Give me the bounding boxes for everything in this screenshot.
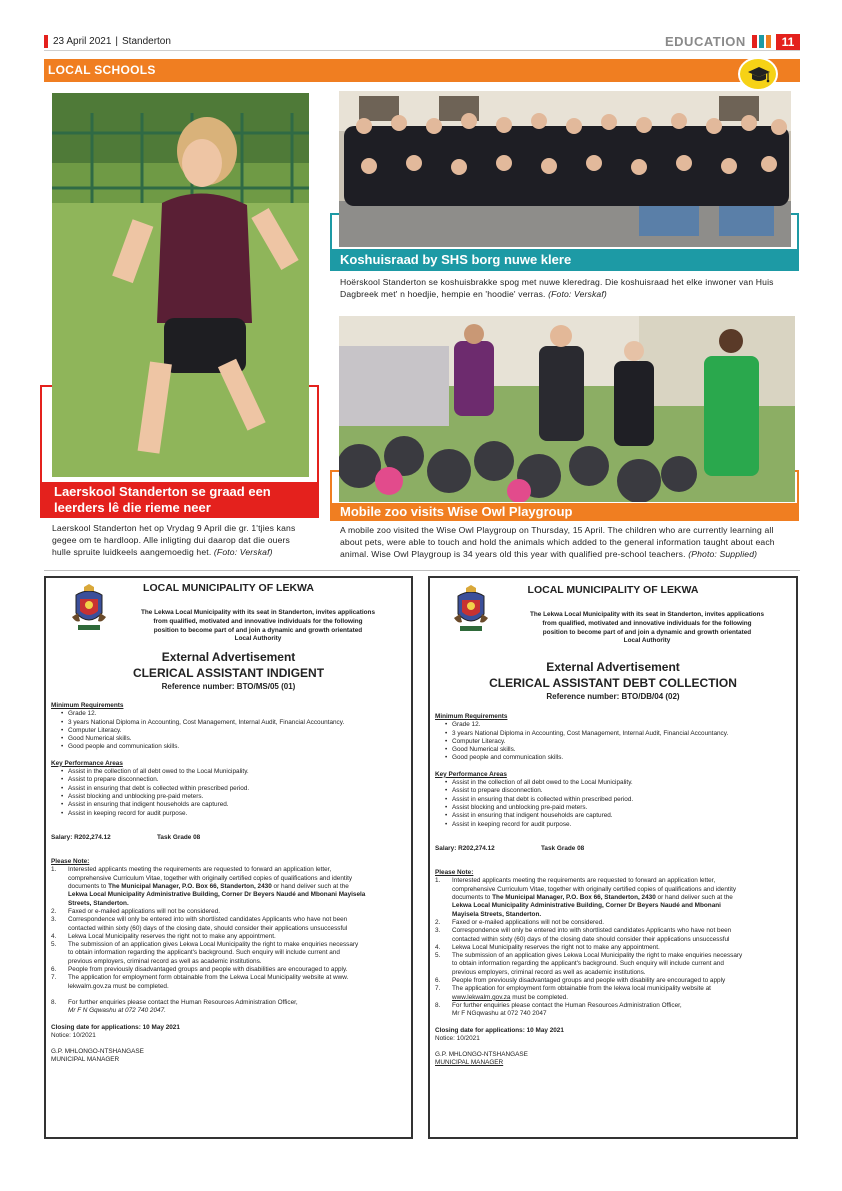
header-rule: [44, 50, 800, 51]
ad-reference-number: Reference number: BTO/DB/04 (02): [546, 692, 680, 701]
closing-date: Closing date for applications: 10 May 2021: [435, 1026, 564, 1034]
dateline-separator: |: [115, 36, 118, 47]
list-item: • Assist in ensuring that indigent households are captured.: [445, 812, 790, 820]
caption-koshuis: [340, 276, 794, 300]
note-item: 7. The application for employment form obtainable from the Lekwa Local Municipality website at www. lekwalm.gov.za must be completed.: [51, 974, 349, 990]
list-item: • Computer Literacy.: [445, 738, 790, 746]
ad-intro-line3: position to become part of and join a dynamic and growth orientated: [542, 628, 752, 636]
note-item: 5. The submission of an application gives Lekwa Local Municipality the right to make enquiries necessary to obtain information regarding the applicant's background. Such enquiry will include current and previous employers, criminal record as well as academic institutions.: [435, 952, 743, 976]
note-item: 3. Correspondence will only be entered into with shortlisted candidates Applicants who have not been contacted within sixty (60) days of the closing date, should consider their applications unsuccessful: [51, 916, 348, 932]
headline-zoo: Mobile zoo visits Wise Owl Playgroup: [330, 503, 799, 521]
headline-laerskool-line2: leerders lê die rieme neer: [54, 500, 211, 515]
note-item: 4. Lekwa Local Municipality reserves the right not to make any appointment.: [51, 932, 276, 940]
section-name: EDUCATION: [665, 34, 746, 49]
kpa-list: [51, 768, 405, 818]
list-item: • 3 years National Diploma in Accounting, Cost Management, Internal Audit, Financial Accountancy.: [445, 730, 790, 738]
caption-laerskool-line3: hulle spruite luidkeels aangemoedig het.: [52, 547, 212, 557]
list-item: • Assist in the collection of all debt owed to the Local Municipality.: [61, 768, 405, 776]
caption-koshuis-line2: Dagbreek met' n hoedjie, hempie en 'hoodie' verras.: [340, 289, 546, 299]
salary: Salary: R202,274.12: [51, 833, 111, 841]
kpa-list: [435, 779, 790, 829]
website-link[interactable]: www.lekwalm.gov.za: [452, 993, 511, 1001]
ad-intro-line2: from qualified, motivated and innovative individuals for the following: [542, 619, 752, 627]
ad-external-heading: External Advertisement: [161, 650, 296, 664]
photo-mobile-zoo: [339, 316, 795, 502]
notice-number: Notice: 10/2021: [51, 1031, 96, 1039]
headline-koshuis: Koshuisraad by SHS borg nuwe klere: [330, 249, 799, 271]
list-item: • 3 years National Diploma in Accounting, Cost Management, Internal Audit, Financial Accountancy.: [61, 719, 405, 727]
ad-intro-line1: The Lekwa Local Municipality with its seat in Standerton, invites applications: [529, 611, 764, 618]
list-item: • Assist to prepare disconnection.: [61, 776, 405, 784]
note-item: 4. Lekwa Local Municipality reserves the right not to make any appointment.: [435, 943, 660, 951]
chip-teal: [759, 35, 764, 48]
min-req-heading: Minimum Requirements: [51, 702, 124, 709]
ad-intro-line1: The Lekwa Local Municipality with its seat in Standerton, invites applications: [140, 609, 375, 616]
kpa-heading: Key Performance Areas: [51, 759, 123, 767]
kpa-heading: Key Performance Areas: [435, 770, 507, 778]
caption-zoo-line1: A mobile zoo visited the Wise Owl Playgroup on Thursday, 15 April. The children who are currently learning all: [340, 525, 774, 535]
list-item: • Good Numerical skills.: [61, 735, 405, 743]
list-item: • Assist blocking and unblocking pre-paid meters.: [445, 804, 790, 812]
list-item: • Assist in keeping record for audit purpose.: [61, 810, 405, 818]
note-item: 1. Interested applicants meeting the requirements are requested to forward an application letter, comprehensive Curriculum Vitae, together with originally certified copies of qualifications and identity documents to The Municipal Manager, P.O. Box 66, Standerton, 2430 or hand deliver such at the Lekwa Local Municipality Administrative Building, Corner Dr Beyers Naudé and Mbonani Mayisela Streets, Standerton.: [51, 866, 366, 907]
municipal-crest-icon: [452, 584, 490, 634]
closing-date: Closing date for applications: 10 May 2021: [51, 1023, 180, 1031]
page-number: 11: [776, 34, 800, 50]
note-item: 8. For further enquiries please contact the Human Resources Administration Officer, Mr F N Gqwashu at 072 740 2047.: [51, 998, 298, 1015]
section-divider: [44, 570, 800, 571]
min-req-list: [51, 710, 405, 751]
note-item: 6. People from previously disadvantaged groups and people with disability are encouraged to apply: [435, 977, 726, 985]
note-item: 2. Faxed or e-mailed applications will not be considered.: [51, 907, 221, 915]
note-item: 6. People from previously disadvantaged groups and people with disabilities are encouraged to apply.: [51, 966, 348, 974]
caption-zoo: [340, 524, 796, 560]
ad-intro-line4: Local Authority: [234, 635, 282, 643]
graduation-cap-icon: [738, 57, 778, 91]
note-item: 7. The application for employment form obtainable from the lekwa local municipality website at www.lekwalm.gov.za must be completed.: [435, 985, 711, 1001]
ad-body: [51, 702, 405, 1065]
headline-laerskool: [40, 482, 319, 518]
ad-intro-line3: position to become part of and join a dynamic and growth orientated: [153, 626, 363, 634]
caption-koshuis-line1: Hoërskool Standerton se koshuisbrakke spog met nuwe kleredrag. Die koshuisraad het elke inwoner van Huis: [340, 277, 774, 287]
min-req-list: [435, 721, 790, 762]
signatory-name: G.P. MHLONGO-NTSHANGASE: [51, 1048, 144, 1056]
caption-laerskool-line1: Laerskool Standerton het op Vrydag 9 April die gr. 1'tjies kans: [52, 523, 296, 533]
ad-position-title: CLERICAL ASSISTANT INDIGENT: [132, 666, 325, 680]
ad-municipality-title: LOCAL MUNICIPALITY OF LEKWA: [527, 584, 699, 596]
ad-intro-line2: from qualified, motivated and innovative individuals for the following: [153, 617, 363, 625]
list-item: • Grade 12.: [61, 710, 405, 718]
section-color-chips: [752, 35, 771, 48]
photo-running-girl: [52, 93, 309, 477]
caption-laerskool: [52, 522, 314, 558]
list-item: • Assist in keeping record for audit purpose.: [445, 821, 790, 829]
list-item: • Good people and communication skills.: [445, 754, 790, 762]
caption-laerskool-line2: gegee om te hardloop. Alle inligting dui daarop dat die ouers: [52, 535, 290, 545]
list-item: • Assist in ensuring that indigent households are captured.: [61, 801, 405, 809]
note-item: 5. The submission of an application gives Lekwa Local Municipality the right to make enquiries necessary to obtain information regarding the applicant's background. Such enquiry will include current and previous employers, criminal record as well as academic institutions.: [51, 941, 359, 965]
list-item: • Good Numerical skills.: [445, 746, 790, 754]
caption-koshuis-credit: (Foto: Verskaf): [548, 289, 607, 299]
signatory-title: MUNICIPAL MANAGER: [51, 1056, 120, 1064]
list-item: • Assist in ensuring that debt is collected within prescribed period.: [61, 785, 405, 793]
list-item: • Computer Literacy.: [61, 727, 405, 735]
advert-clerical-assistant-debt-collection: [428, 576, 798, 1139]
notes-list: [51, 866, 405, 1015]
caption-zoo-credit: (Photo: Supplied): [688, 549, 758, 559]
list-item: • Assist blocking and unblocking pre-paid meters.: [61, 793, 405, 801]
header-dateline: [53, 35, 171, 48]
advert-clerical-assistant-indigent: [44, 576, 413, 1139]
ad-external-heading: External Advertisement: [546, 660, 680, 674]
notice-number: Notice: 10/2021: [435, 1034, 480, 1042]
municipal-crest-icon: [70, 583, 108, 633]
note-item: 1. Interested applicants meeting the requirements are requested to forward an application letter, comprehensive Curriculum Vitae, together with originally certified copies of qualifications and identity documents to The Municipal Manager, P.O. Box 66, Standerton, 2430 or hand deliver such at the Lekwa Local Municipality Administrative Building, Corner Dr Beyers Naudé and Mbonani Mayisela Streets, Standerton.: [435, 877, 737, 918]
headline-laerskool-line1: Laerskool Standerton se graad een: [54, 484, 271, 499]
signatory-title: MUNICIPAL MANAGER: [435, 1059, 504, 1067]
ad-body: [435, 713, 790, 1068]
ad-intro-line4: Local Authority: [623, 637, 671, 645]
ad-municipality-title: LOCAL MUNICIPALITY OF LEKWA: [143, 582, 314, 594]
please-note-heading: Please Note:: [435, 869, 474, 877]
header-accent-bar: [44, 35, 48, 48]
note-item: 8. For further enquiries please contact the Human Resources Administration Officer, Mr F NGqwashu at 072 740 2047: [435, 1001, 682, 1018]
salary-line: [435, 845, 790, 853]
ad-intro: [516, 611, 778, 646]
note-item: 2. Faxed or e-mailed applications will not be considered.: [435, 918, 605, 926]
salary-line: [51, 834, 405, 842]
issue-town: Standerton: [122, 36, 171, 47]
section-banner: [44, 59, 800, 82]
ad-intro: [128, 609, 388, 644]
issue-date: 23 April 2021: [53, 36, 112, 47]
banner-title: LOCAL SCHOOLS: [48, 63, 156, 77]
please-note-heading: Please Note:: [51, 858, 90, 866]
min-req-heading: Minimum Requirements: [435, 713, 508, 720]
list-item: • Grade 12.: [445, 721, 790, 729]
task-grade: Task Grade 08: [541, 844, 585, 852]
note-item: 3. Correspondence will only be entered into with shortlisted candidates Applicants who have not been contacted within sixty (60) days of the closing date should consider their applications unsuccessful: [435, 927, 732, 943]
caption-laerskool-credit: (Foto: Verskaf): [213, 547, 273, 557]
signatory-name: G.P. MHLONGO-NTSHANGASE: [435, 1051, 528, 1059]
salary: Salary: R202,274.12: [435, 844, 495, 852]
list-item: • Good people and communication skills.: [61, 743, 405, 751]
list-item: • Assist to prepare disconnection.: [445, 787, 790, 795]
ad-reference-number: Reference number: BTO/MS/05 (01): [161, 682, 296, 691]
ad-position-title: CLERICAL ASSISTANT DEBT COLLECTION: [489, 676, 737, 690]
chip-red: [752, 35, 757, 48]
chip-orange: [766, 35, 771, 48]
list-item: • Assist in ensuring that debt is collected within prescribed period.: [445, 796, 790, 804]
photo-hostel-group: [339, 91, 791, 247]
list-item: • Assist in the collection of all debt owed to the Local Municipality.: [445, 779, 790, 787]
caption-zoo-line2: about pets, were able to touch and hold the animals which added to the general information taught about each: [340, 537, 775, 547]
task-grade: Task Grade 08: [157, 833, 201, 841]
notes-list: [435, 877, 790, 1018]
caption-zoo-line3: animal. Wise Owl Playgroup is 34 years old this year with qualified pre-school teachers.: [340, 549, 686, 559]
